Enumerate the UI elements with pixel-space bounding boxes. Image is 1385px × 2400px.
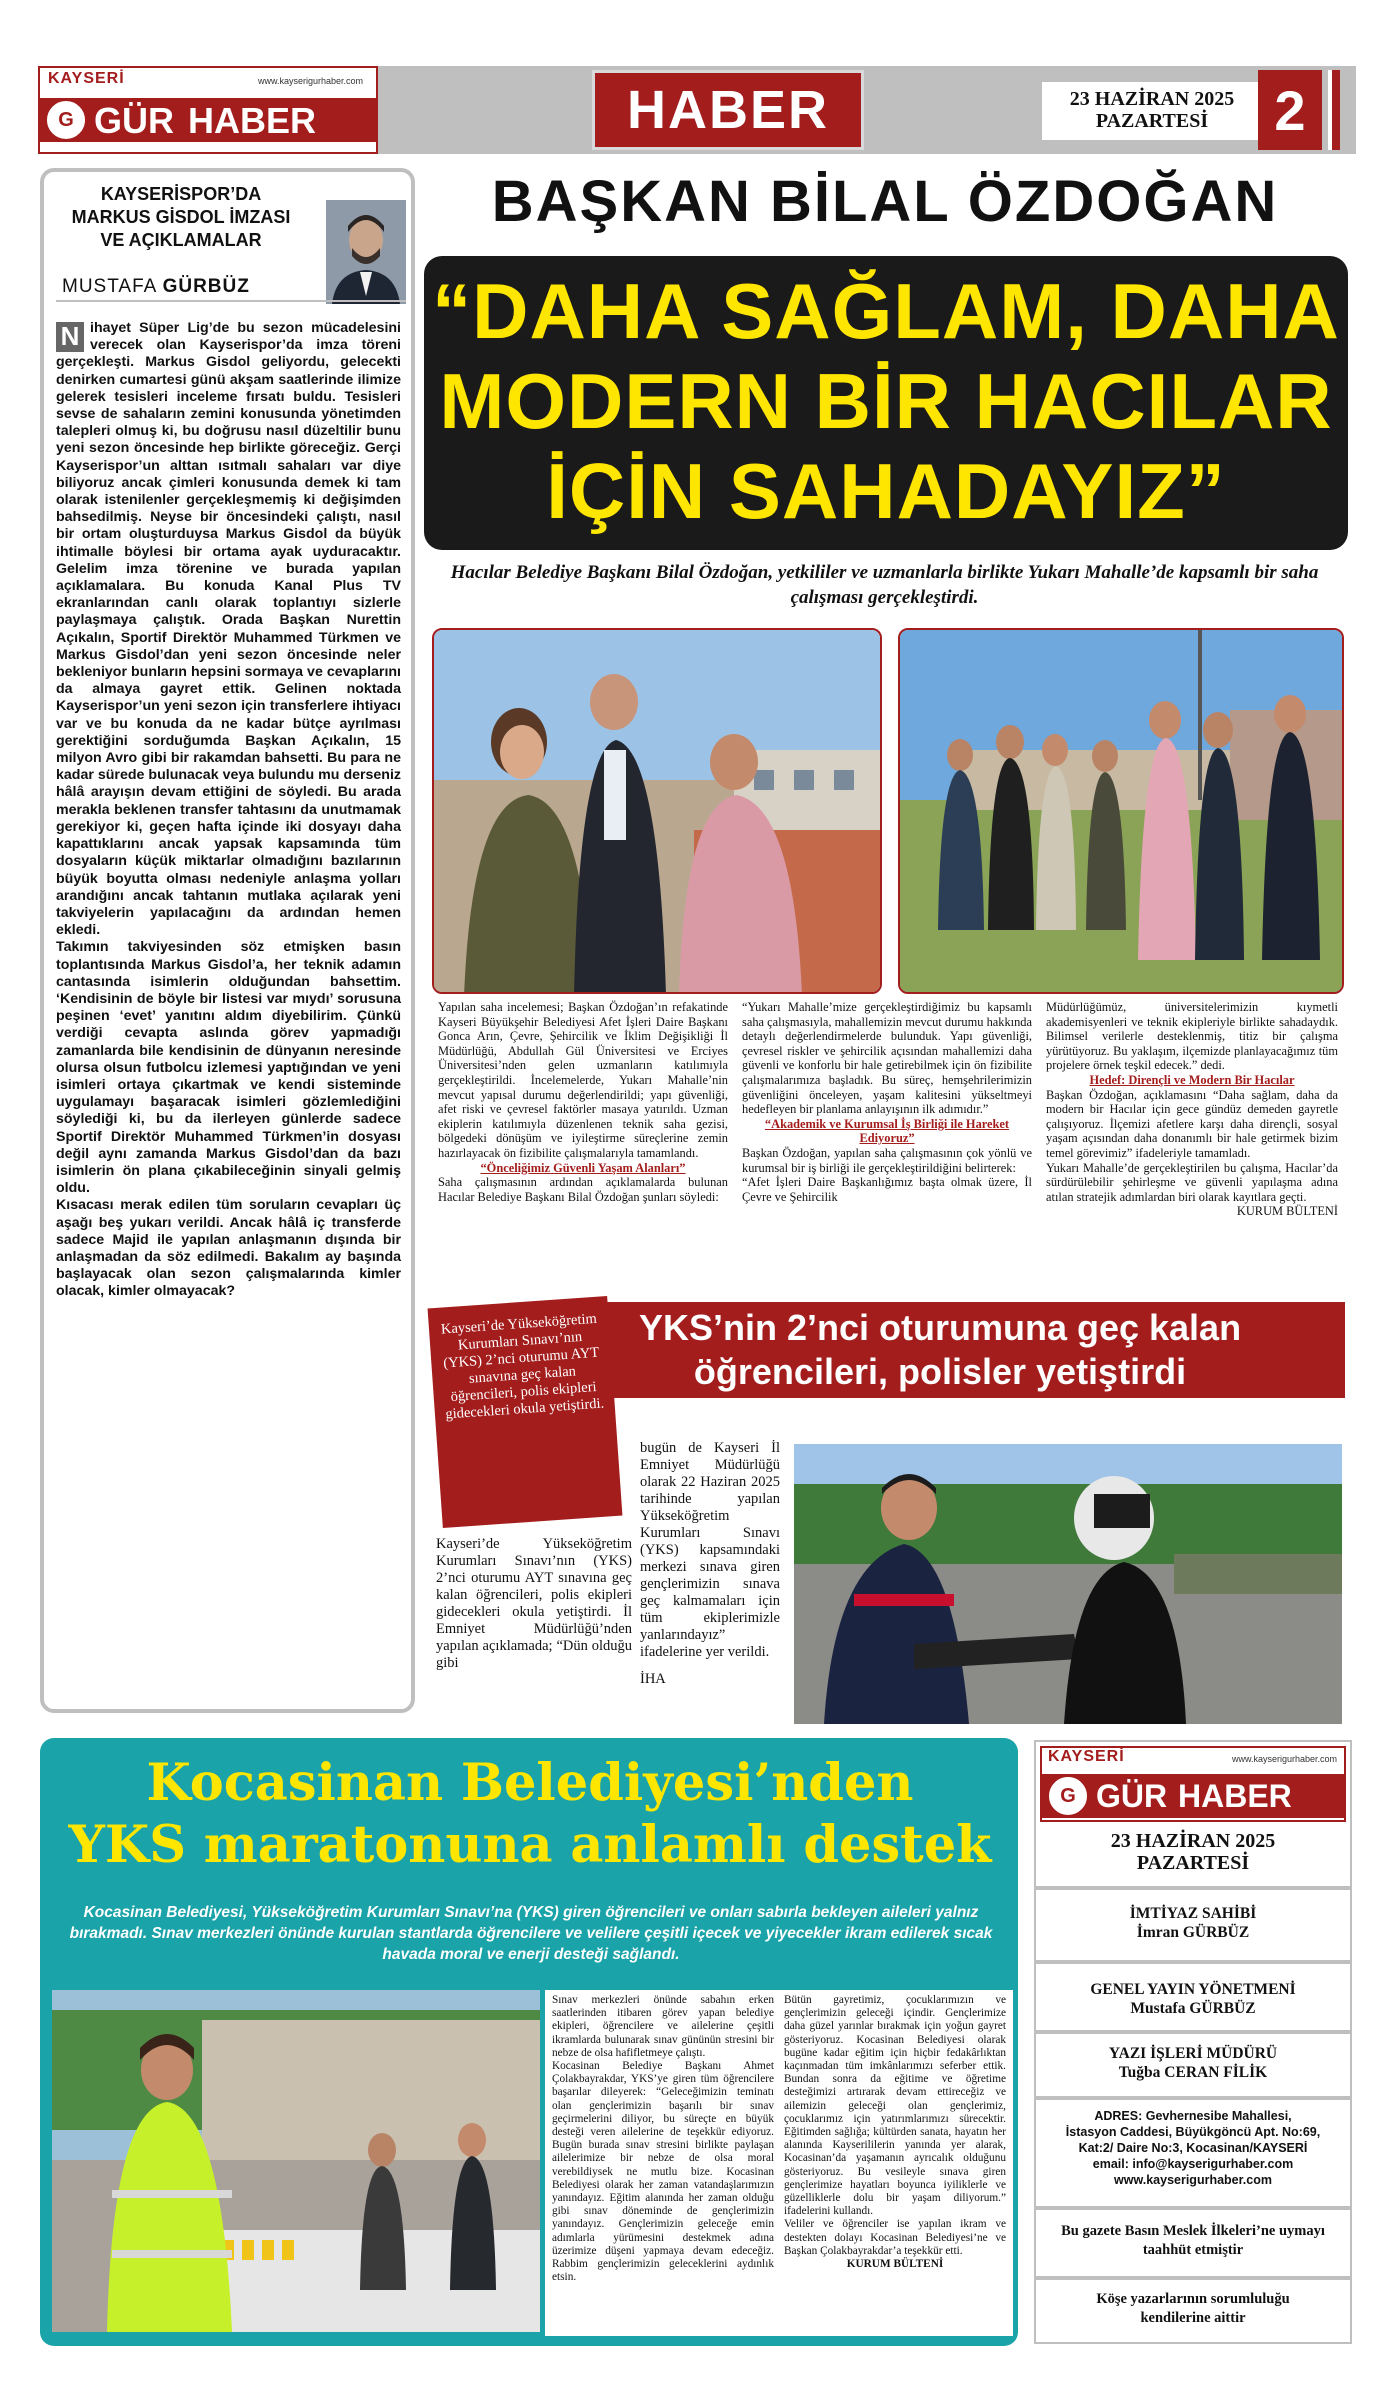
- main-headline: [430, 266, 1342, 536]
- main-subhead: “Akademik ve Kurumsal İş Birliği ile Hareket Ediyoruz”: [764, 1116, 1010, 1146]
- imprint-date: [1036, 1830, 1350, 1874]
- imprint-divider: [1036, 1886, 1350, 1890]
- imprint-address: [1036, 2108, 1350, 2188]
- main-headline-line: “DAHA SAĞLAM, DAHA: [432, 267, 1340, 355]
- logo-gur: GÜR: [94, 100, 174, 141]
- imprint-divider: [1036, 2096, 1350, 2100]
- main-subhead: “Önceliğimiz Güvenli Yaşam Alanları”: [480, 1160, 686, 1175]
- yks-summary: Kayseri’de Yükseköğretim Kurumları Sınavı’nın (YKS) 2’nci oturumu AYT sınavına geç kalan öğrencileri, polis ekipleri gidecekleri okula yetiştirdi.: [428, 1296, 623, 1528]
- imprint-editor-label: YAZI İŞLERİ MÜDÜRÜ: [1108, 2045, 1278, 2062]
- imprint-date-day: 23 HAZİRAN 2025: [1110, 1830, 1276, 1852]
- main-signature: KURUM BÜLTENİ: [1236, 1204, 1338, 1219]
- kocasinan-lead: Kocasinan Belediyesi, Yükseköğretim Kurumları Sınavı’na (YKS) giren öğrencileri ve onları sabırla bekleyen aileleri yalnız bırakmadı. Sınav merkezleri önünde kurulan stantlarda öğrencilere ve velilere çeşitli içecek ve yiyecekler ikram edilerek sıcak havada moral ve enerji desteği sağlandı.: [69, 1904, 993, 1963]
- main-body-col-3: [1046, 1000, 1338, 1219]
- page-number: 2: [1258, 70, 1322, 150]
- imprint-divider: [1036, 2276, 1350, 2280]
- imprint-logo[interactable]: [1040, 1746, 1346, 1822]
- main-headline-line: MODERN BİR HACILAR: [439, 357, 1333, 445]
- author-first-name: MUSTAFA: [62, 276, 157, 297]
- author-name: [62, 276, 282, 298]
- kocasinan-paragraph: Bütün gayretimiz, çocuklarımızın ve gençlerimizin geleceği içindir. Gençlerimize daha güzel yarınlar bırakmak için yoğun gayret gösteriyoruz. Kocasinan Belediyesi olarak bugüne kadar eğitim için hiçbir fedakârlıktan kaçınmadan tüm imkânlarımızı seferber ettik. Bundan sonra da eğitime ve öğretime desteğimizi artırarak devam ettireceğiz ve ailemizin geleceği olan gençlerimiz, çocuklarımız için yatırımlarımızı sürecektir. Eğitimden sağlığa; kültürden sanata, hayatın her alanında Kayserililerin yanında yer alarak, Kocasinan’da yaşamanın ayrıcalık olduğunu gösteriyoruz. Bu vesileyle sınava giren gençlerimize hayatları boyunca iyiliklerle ve güzelliklerle dolu bir yaşam diliyorum.” ifadelerini kullandı.: [784, 1994, 1006, 2218]
- imprint-logo-gur: GÜR: [1096, 1778, 1168, 1814]
- imprint-logo-kayseri: KAYSERİ: [1048, 1748, 1125, 1765]
- imprint-owner-name: İmran GÜRBÜZ: [1136, 1924, 1250, 1941]
- imprint-logo-site: www.kayserigurhaber.com: [1232, 1754, 1338, 1764]
- imprint-email[interactable]: email: info@kayserigurhaber.com: [1092, 2157, 1294, 2171]
- imprint-divider: [1036, 2030, 1350, 2034]
- imprint-logo-band: [1042, 1774, 1344, 1818]
- kocasinan-headline-line: YKS maratonuna anlamlı destek: [68, 1815, 992, 1875]
- yks-body-col-2: [640, 1440, 780, 1688]
- yks-body-col-1: Kayseri’de Yükseköğretim Kurumları Sınavı’nın (YKS) 2’nci oturumu AYT sınavına geç kalan öğrencileri, polis ekipleri gidecekleri okula yetiştirdi. İl Emniyet Müdürlüğü’nden yapılan açıklamada; “Dün olduğu gibi: [436, 1536, 632, 1671]
- kocasinan-headline-line: Kocasinan Belediyesi’nden: [146, 1753, 914, 1813]
- main-lead: Hacılar Belediye Başkanı Bilal Özdoğan, yetkililer ve uzmanlarla birlikte Yukarı Mahalle’de kapsamlı bir saha çalışması gerçekleştirdi.: [450, 562, 1319, 608]
- imprint-gm-name: Mustafa GÜRBÜZ: [1130, 2000, 1256, 2017]
- imprint-logo-haber: HABER: [1178, 1778, 1292, 1814]
- newspaper-logo[interactable]: [38, 66, 378, 154]
- imprint-editor: [1036, 2044, 1350, 2082]
- kocasinan-photo: [52, 1990, 540, 2332]
- logo-g-icon: G: [44, 98, 88, 142]
- imprint-ethics: Bu gazete Basın Meslek İlkeleri’ne uymayı taahhüt etmiştir: [1061, 2223, 1325, 2258]
- main-body-paragraph: Yukarı Mahalle’de gerçekleştirilen bu çalışma, Hacılar’da sürdürülebilir şehirleşme ve güvenli yapılaşma adına atılan stratejik adımlardan biri olarak kayıtlara geçti.: [1046, 1160, 1338, 1204]
- main-body-paragraph: “Afet İşleri Daire Başkanlığımız başta olmak üzere, İl Çevre ve Şehircilik: [742, 1175, 1032, 1204]
- main-body-paragraph: Saha çalışmasının ardından açıklamalarda bulunan Hacılar Belediye Başkanı Bilal Özdoğan şunları söyledi:: [438, 1175, 728, 1204]
- imprint-owner: [1036, 1904, 1350, 1942]
- imprint-gm: [1036, 1980, 1350, 2018]
- column-paragraph: ihayet Süper Lig’de bu sezon mücadelesini verecek olan Kayserispor’da imza töreni gerçekleşti. Markus Gisdol geliyordu, gelecekti denirken cumartesi günü akşam saatlerinde ilimize gelerek tesisleri inceleme fırsatı buldu. Tesisleri sevse de sahaların zemini konusunda yönetimden talepleri olmuş ki, bu doğrusu nasıl düzeltilir bunu yeni sezon öncesinde hep birlikte göreceğiz. Gerçi Kayserispor’un alttan ısıtmalı sahaları var diye biliyoruz ancak çimleri konusunda demek ki tam olarak istenilenler gerçekleşmemiş ki değişimden bahsedilmiş. Neyse bir öncesindeki çalıştı, nasıl bir ortam oluşturduysa Markus Gisdol da büyük ihtimalle böylesi bir ortama ayak uyduracaktır. Gelelim imza törenine ve burada yapılan açıklamalara. Bu konuda Kanal Plus TV ekranlarından canlı olarak toplantıyı sizlerle paylaşmaya çalıştık. Orada Başkan Nurettin Açıkalın, Sportif Direktör Muhammed Türkmen ve Markus Gisdol’dan yeni sezon öncesinde neler bekleniyor bunların hepsini sormaya ve cevaplarını da almaya gayret ettik. Gelinen noktada Kayserispor’un yeni sezon için transferlere ihtiyacı var ve bu konuda da ne kadar bütçe ayrılması gerektiğini sorduğumda Başkan Açıkalın, 15 milyon Avro gibi bir rakamdan bahsetti. Bu para ne kadar sürede bulunacak veya bulundu mu derseniz hâlâ arayışın devam ettiğini de söyledi. Bu arada merakla beklenen transfer tahtasını da unutmamak gerekiyor ki, geçen hafta içinde iki dosyayı daha kapattıklarını ancak yapsak kapsamında tüm dosyaların küçük miktarlar olmadığını bazılarının büyük boyutta olması nedeniyle anlaşma yolları arandığını ancak tahtanın mutlaka açılarak yeni takviyelerin yapılacağını da ardından hemen ekledi.: [56, 320, 401, 939]
- author-photo: [326, 200, 406, 304]
- kocasinan-signature: KURUM BÜLTENİ: [846, 2258, 944, 2271]
- main-subhead: Hedef: Dirençli ve Modern Bir Hacılar: [1089, 1072, 1295, 1087]
- main-body-col-2: [742, 1000, 1032, 1204]
- imprint-logo-g-icon: G: [1046, 1774, 1090, 1818]
- column-dropcap: N: [56, 322, 84, 352]
- kocasinan-headline: [50, 1752, 1010, 1876]
- imprint-date-weekday: PAZARTESİ: [1136, 1852, 1250, 1874]
- yks-headline-line: öğrencileri, polisler yetiştirdi: [693, 1351, 1187, 1392]
- main-body-paragraph: Başkan Özdoğan, açıklamasını “Daha sağlam, daha da modern bir Hacılar için gece gündüz demeden gayretle çalışıyoruz. İlçemizi afetlere karşı daha dirençli, sosyal yaşam açısından daha donanımlı bir hale getirmek bizim temel görevimiz” ifadeleriyle tamamladı.: [1046, 1087, 1338, 1160]
- main-body-paragraph: Yapılan saha incelemesi; Başkan Özdoğan’ın refakatinde Kayseri Büyükşehir Belediyesi Afet İşleri Daire Başkanı Gonca Arın, Çevre, Şehircilik ve İklim Değişikliği İl Müdürlüğü, Abdullah Gül Üniversitesi ve Erciyes Üniversitesi’nden gelen uzmanların katılımıyla gerçekleştirildi. İncelemelerde, Yukarı Mahalle’nin mevcut yapısal durumu değerlendirildi; yapı güvenliği, afet riski ve çevresel faktörler masaya yatırıldı. Uzman ekiplerin katılımıyla düzenlenen teknik saha gezisi, bölgedeki dönüşüm ve iyileştirme süreçlerine zemin hazırlayacak ön fizibilite çalışmalarıyla tamamlandı.: [438, 1000, 728, 1160]
- main-body-paragraph: Başkan Özdoğan, yapılan saha çalışmasının çok yönlü ve kurumsal bir iş birliği ile gerçekleştirildiğini belirterek:: [742, 1145, 1032, 1175]
- kocasinan-paragraph: Sınav merkezleri önünde sabahın erken saatlerinden itibaren görev yapan belediye ekipleri, öğrencilere ve ailelerine çeşitli ikramlarda bulunarak sınav gününün stresini bir nebze de olsa hafifletmeye çalıştı.: [552, 1994, 774, 2059]
- main-kicker: BAŞKAN BİLAL ÖZDOĞAN: [491, 169, 1279, 234]
- issue-date-weekday: PAZARTESİ: [1095, 110, 1209, 132]
- kocasinan-body-col-1: [552, 1994, 774, 2284]
- column-title-line: MARKUS GİSDOL İMZASI: [71, 207, 291, 227]
- main-photo-1: [432, 628, 882, 994]
- author-divider: [56, 300, 406, 302]
- yks-headline-line: YKS’nin 2’nci oturumuna geç kalan: [638, 1307, 1242, 1348]
- imprint-columnists: Köşe yazarlarının sorumluluğu kendilerine aittir: [1096, 2291, 1290, 2326]
- main-photo-2: [898, 628, 1344, 994]
- imprint-web[interactable]: www.kayserigurhaber.com: [1114, 2173, 1272, 2187]
- logo-kayseri: KAYSERİ: [48, 70, 125, 87]
- imprint-address-line: Kat:2/ Daire No:3, Kocasinan/KAYSERİ: [1078, 2141, 1308, 2155]
- imprint-editor-name: Tuğba CERAN FİLİK: [1118, 2064, 1268, 2081]
- column-title-line: VE AÇIKLAMALAR: [100, 230, 262, 250]
- column-paragraph: Kısacası merak edilen tüm soruların cevapları üç aşağı beş yukarı verildi. Ancak hâlâ iç transferde sadece Majid ile yapılan anlaşmanın dışında bir anlaşmadan da söz edilmedi. Bakalım ay başında başlayacak olan sezon çalışmalarında kimler olacak, kimler olmayacak?: [56, 1197, 401, 1300]
- imprint-owner-label: İMTİYAZ SAHİBİ: [1129, 1905, 1257, 1922]
- column-title: [56, 183, 306, 252]
- section-label: HABER: [592, 70, 864, 150]
- column-paragraph: Takımın takviyesinden söz etmişken basın toplantısında Markus Gisdol’a, her teknik adamın cantasında isimlerin olduğundan bahsettim. ‘Kendisinin de böyle bir listesi var mıydı’ sorusuna peşinen ‘evet’ yanıtını aldım diyebilirim. Çünkü verdiği cevapta aslında görev yapmadığı zamanlarda bile kendisinin de dünyanın neresinde olursa olsun futbolcu izlemesi yaptığından ve yeni isimleri ortaya çıkartmak ve kendi sisteminde uygulamayı başaracak isimleri gözlemlediğini söylediği ki, bu da ilerleyen günlerde sadece Sportif Direktör Muhammed Türkmen’in dosyası değil aynı zamanda Markus Gisdol’dan da bazı isimlerin ön plana çıkabileceğinin sinyali gelmiş oldu.: [56, 939, 401, 1197]
- issue-date-day: 23 HAZİRAN 2025: [1069, 88, 1235, 110]
- page-number-strip: [1332, 70, 1340, 150]
- imprint-address-line: İstasyon Caddesi, Büyükgöncü Apt. No:69,: [1065, 2125, 1321, 2139]
- yks-headline: [545, 1306, 1335, 1394]
- main-body-paragraph: Müdürlüğümüz, üniversitelerimizin kıymetli akademisyenleri ve teknik ekipleriyle birlikte sahadaydık. Bilimsel verilerle desteklenmiş, titiz bir çalışma yürütüyoruz. Bu yaklaşım, ilçemizde planlayacağımız tüm projelere örnek teşkil edecek.” dedi.: [1046, 1000, 1338, 1073]
- yks-signature: İHA: [640, 1671, 666, 1687]
- main-body-paragraph: “Yukarı Mahalle’mize gerçekleştirdiğimiz bu kapsamlı saha çalışmasıyla, mahallemizin mevcut durumu hakkında detaylı değerlendirmelerde bulunduk. Yapı güvenliği, çevresel riskler ve şehircilik açısından mahallemizi daha güvenli ve konforlu bir hale getirebilmek için ön fizibilite çalışmalarımıza başladık. Bu süreç, hemşehrilerimizin güvenliğini önceleyen, yaşam kalitesini yükseltmeyi hedefleyen bir planlama anlayışının ilk adımıdır.”: [742, 1000, 1032, 1117]
- main-headline-line: İÇİN SAHADAYIZ”: [546, 447, 1226, 535]
- yks-body-paragraph: bugün de Kayseri İl Emniyet Müdürlüğü olarak 22 Haziran 2025 tarihinde yapılan Yükseköğretim Kurumları Sınavı (YKS) kapsamındaki merkezi sınava giren gençlerimizin sınava geç kalmamaları için tüm ekiplerimizle yanlarındayız” ifadelerine yer verildi.: [640, 1440, 780, 1660]
- logo-site: www.kayserigurhaber.com: [258, 76, 364, 86]
- imprint-divider: [1036, 2206, 1350, 2210]
- yks-photo: [794, 1444, 1342, 1724]
- kocasinan-paragraph: Kocasinan Belediye Başkanı Ahmet Çolakbayrakdar, YKS’ye giren tüm öğrencilere başarılar dileyerek: “Geleceğimizin teminatı olan gençlerimizin başarılı bir sınav geçirmelerini diliyor, bu süreçte en büyük desteği veren ailelerine de teşekkür ediyoruz. Bugün burada sınav stresini birlikte paylaşan ailelerimize bir nebze de olsa moral verebildiysek ne mutlu bize. Kocasinan Belediyesi olarak her zaman vatandaşlarımızın yanındayız. Eğitim alanında her zaman olduğu gibi sınav döneminde de gençlerimizin yanındayız. Gençlerimizin geleceğe emin adımlarla yürümesini destekmek adına üzerimize düşeni yapmaya devam edeceğiz. Rabbim gençlerimizin geleceklerini aydınlık etsin.: [552, 2060, 774, 2284]
- imprint-divider: [1036, 1960, 1350, 1964]
- imprint-address-line: ADRES: Gevhernesibe Mahallesi,: [1094, 2109, 1292, 2123]
- imprint-gm-label: GENEL YAYIN YÖNETMENİ: [1090, 1981, 1296, 1998]
- column-body: [56, 320, 401, 1301]
- logo-band: [40, 98, 376, 142]
- main-body-col-1: [438, 1000, 728, 1204]
- column-title-line: KAYSERİSPOR’DA: [100, 184, 262, 204]
- author-last-name: GÜRBÜZ: [162, 276, 250, 297]
- logo-haber: HABER: [188, 100, 317, 141]
- kocasinan-paragraph: Veliler ve öğrenciler ise yapılan ikram ve destekten dolayı Kocasinan Belediyesi’ne ve Başkan Çolakbayrakdar’a teşekkür etti.: [784, 2218, 1006, 2257]
- kocasinan-body-col-2: [784, 1994, 1006, 2271]
- issue-date: [1042, 82, 1262, 140]
